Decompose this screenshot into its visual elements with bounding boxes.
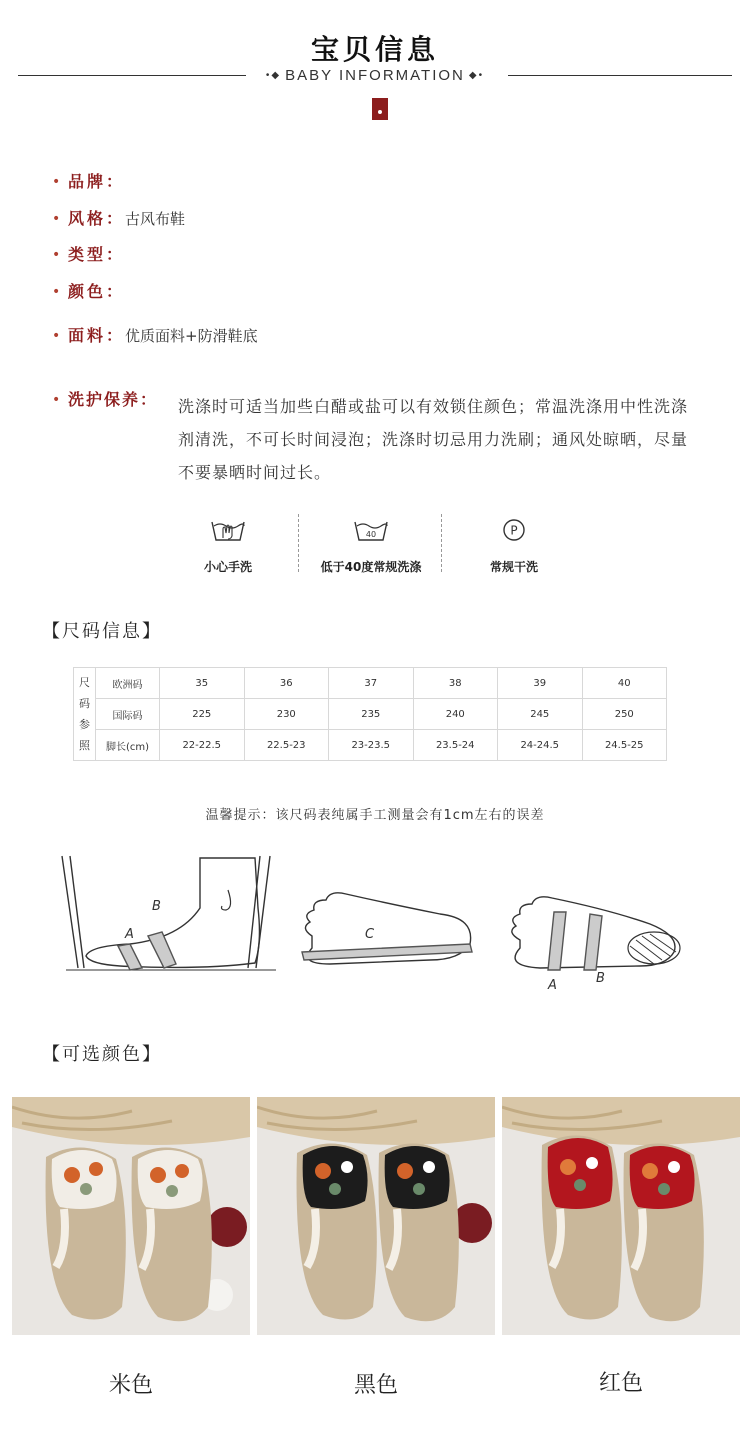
table-cell: 24-24.5 <box>498 730 583 761</box>
table-cell: 240 <box>413 699 498 730</box>
table-cell: 37 <box>329 668 414 699</box>
table-cell: 35 <box>160 668 245 699</box>
color-name-black: 黑色 <box>353 1373 398 1398</box>
dry-symbol: P <box>510 523 518 538</box>
wash-item-hand <box>180 516 276 575</box>
table-cell: 36 <box>244 668 329 699</box>
bullet-icon: • <box>52 247 61 263</box>
bullet-icon: • <box>52 284 61 300</box>
size-side-label <box>74 668 96 761</box>
style-value: 古风布鞋 <box>125 210 186 228</box>
page-subtitle <box>0 67 750 84</box>
diagram-label-a: A <box>125 927 134 942</box>
table-cell: 24.5-25 <box>582 730 667 761</box>
side-char: 码 <box>79 697 90 710</box>
product-photo-red[interactable] <box>502 1097 740 1335</box>
bullet-icon: • <box>52 174 61 190</box>
size-heading: 【尺码信息】 <box>42 621 162 642</box>
page-title: 宝贝信息 <box>310 33 439 66</box>
table-cell: 235 <box>329 699 414 730</box>
machine-wash-40-icon <box>351 516 391 544</box>
wash-item-temp <box>306 516 436 575</box>
subtitle-text: BABY INFORMATION <box>285 67 465 84</box>
info-row-fabric <box>52 326 258 346</box>
dry-clean-icon <box>500 516 528 544</box>
fabric-value: 优质面料+防滑鞋底 <box>125 327 258 345</box>
temp-value: 40 <box>365 530 377 539</box>
fabric-label: 面料： <box>68 326 126 345</box>
size-table <box>73 667 667 761</box>
colors-heading: 【可选颜色】 <box>42 1044 162 1065</box>
side-char: 参 <box>79 718 90 731</box>
info-row-style <box>52 209 185 229</box>
row-header: 欧洲码 <box>96 668 160 699</box>
table-cell: 245 <box>498 699 583 730</box>
row-header: 脚长(cm) <box>96 730 160 761</box>
table-cell: 250 <box>582 699 667 730</box>
table-cell: 22-22.5 <box>160 730 245 761</box>
table-cell: 230 <box>244 699 329 730</box>
shoe-black-icon <box>257 1097 495 1335</box>
table-cell: 23.5-24 <box>413 730 498 761</box>
diagram-label-b-2: B <box>596 971 605 986</box>
table-cell: 225 <box>160 699 245 730</box>
shoe-red-icon <box>502 1097 740 1335</box>
diagram-label-a-2: A <box>548 978 557 993</box>
bullet-icon: • <box>52 211 61 227</box>
color-name-beige: 米色 <box>108 1373 153 1398</box>
info-row-color <box>52 282 125 302</box>
color-label: 颜色： <box>68 282 126 301</box>
style-label: 风格： <box>68 209 126 228</box>
table-cell: 23-23.5 <box>329 730 414 761</box>
header-tab-marker <box>372 98 388 120</box>
product-photo-beige[interactable] <box>12 1097 250 1335</box>
side-char: 尺 <box>79 676 90 689</box>
table-cell: 40 <box>582 668 667 699</box>
ornament-right-icon: ◆• <box>468 70 485 81</box>
care-label: 洗护保养： <box>68 390 159 409</box>
info-row-type <box>52 245 125 265</box>
size-tip: 温馨提示：该尺码表纯属手工测量会有1cm左右的误差 <box>205 808 545 823</box>
foot-measure-diagram <box>50 848 700 998</box>
hand-wash-icon <box>208 516 248 544</box>
table-row <box>74 668 667 699</box>
dry-clean-label: 常规干洗 <box>489 560 538 574</box>
brand-label: 品牌： <box>68 172 126 191</box>
wash-divider <box>298 514 299 572</box>
foot-sole-width-icon <box>512 897 680 970</box>
wash-divider <box>441 514 442 572</box>
bullet-icon: • <box>52 328 61 344</box>
foot-sole-length-icon <box>302 893 472 964</box>
info-row-care <box>52 390 158 410</box>
table-cell: 39 <box>498 668 583 699</box>
shoe-beige-icon <box>12 1097 250 1335</box>
table-cell: 38 <box>413 668 498 699</box>
diagram-label-c: C <box>365 927 375 942</box>
product-photo-black[interactable] <box>257 1097 495 1335</box>
foot-side-view-icon <box>62 856 276 970</box>
diagram-label-b: B <box>152 899 161 914</box>
info-row-brand <box>52 172 125 192</box>
wash-item-dry <box>466 516 562 575</box>
side-char: 照 <box>79 739 90 752</box>
hand-wash-label: 小心手洗 <box>203 560 252 574</box>
temp-wash-label: 低于40度常规洗涤 <box>320 560 422 574</box>
color-name-red: 红色 <box>598 1371 643 1396</box>
row-header: 国际码 <box>96 699 160 730</box>
table-row <box>74 699 667 730</box>
ornament-left-icon: •◆ <box>265 70 282 81</box>
bullet-icon: • <box>52 392 61 408</box>
type-label: 类型： <box>68 245 126 264</box>
table-cell: 22.5-23 <box>244 730 329 761</box>
care-value: 洗涤时可适当加些白醋或盐可以有效锁住颜色；常温洗涤用中性洗涤剂清洗，不可长时间浸泡；洗涤时切忌用力洗刷；通风处晾晒，尽量不要暴晒时间过长。 <box>178 397 689 482</box>
table-row <box>74 730 667 761</box>
